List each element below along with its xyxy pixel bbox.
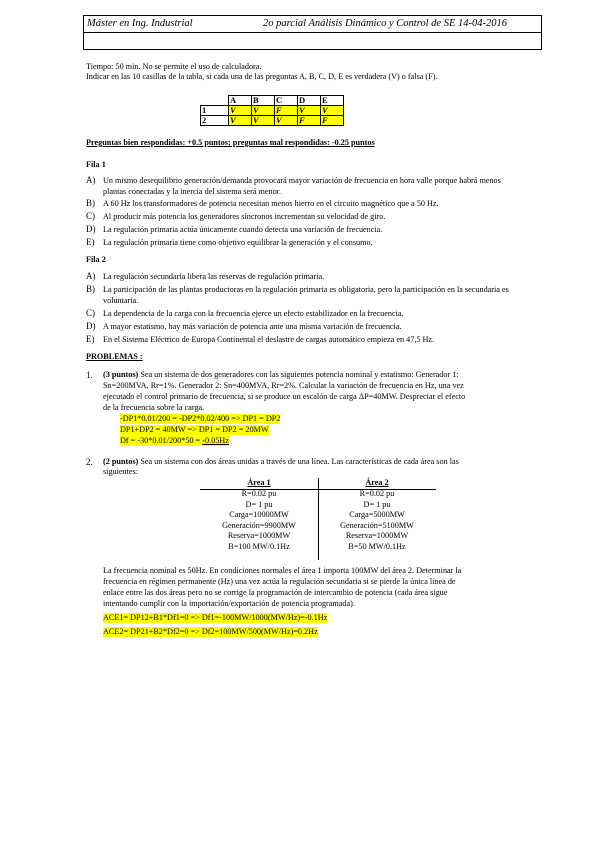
answer-cell: V: [298, 106, 321, 116]
answer-cell: V: [321, 106, 344, 116]
option-letter: A): [86, 175, 96, 185]
col-header: E: [321, 96, 344, 106]
answer-cell: V: [252, 116, 275, 126]
problem2-body-4: intentando cumplir con la importación/exportación de potencia programada).: [103, 599, 355, 608]
problem1-line3: ejecutado el control primario de frecuencia, si se produce un escalón de carga ΔP=40MW. Despreciar el efecto: [103, 392, 466, 401]
option-letter: C): [86, 211, 95, 221]
option-text: En el Sistema Eléctrico de Europa Continental el deslastre de cargas automático empieza en 47,5 Hz.: [103, 335, 435, 344]
answer-cell: F: [298, 116, 321, 126]
problem2-body-1: La frecuencia nominal es 50Hz. En condiciones normales el área 1 importa 100MW del área 2. Determinar la: [103, 566, 462, 575]
option-letter: A): [86, 271, 96, 281]
problem-number: 2.: [86, 457, 93, 467]
area2-item: Reserva=1000MW: [345, 531, 409, 540]
area1-item: Carga=10000MW: [229, 510, 289, 519]
problem1-solution-1: -DP1*0.01/200 = -DP2*0.02/400 => DP1 = DP2: [120, 414, 281, 423]
header-box: [83, 15, 542, 50]
problems-title: PROBLEMAS :: [86, 352, 143, 361]
option-letter: D): [86, 321, 96, 331]
problem1-line1: [103, 370, 459, 380]
option-letter: C): [86, 308, 95, 318]
answer-table: [200, 95, 344, 126]
problem1-solution-3-expr: Df = -30*0.01/200*50 =: [120, 436, 203, 445]
col-header: B: [252, 96, 275, 106]
area2-item: D= 1 pu: [363, 499, 391, 509]
answer-table-corner: [201, 96, 229, 106]
option-letter: B): [86, 198, 95, 208]
area1-item: D= 1 pu: [245, 499, 273, 509]
problem1-statement-1: Sea un sistema de dos generadores con las siguientes potencia nominal y estatismo: Generador 1:: [140, 370, 459, 379]
option-text: A mayor estatismo, hay más variación de potencia ante una misma variación de frecuencia.: [103, 322, 402, 331]
fila2-title: Fila 2: [86, 255, 106, 264]
problem1-solution-2: DP1+DP2 = 40MW => DP1 = DP2 = 20MW: [120, 425, 269, 434]
col-header: D: [298, 96, 321, 106]
areas-table: [200, 478, 436, 560]
option-letter: B): [86, 284, 95, 294]
row-label: 1: [201, 106, 229, 116]
answer-cell: V: [252, 106, 275, 116]
problem2-ace1: ACE1= DP12+B1*Df1=0 => Df1=-100MW/1000(MW/Hz)=-0.1Hz: [103, 613, 328, 622]
fila1-title: Fila 1: [86, 160, 106, 169]
area2-item: Generación=5100MW: [340, 520, 414, 530]
answer-cell: V: [229, 116, 252, 126]
area1-item: R=0.02 pu: [241, 489, 277, 498]
problem2-line1: [103, 457, 459, 467]
area2-column: [318, 478, 436, 552]
option-text: La regulación secundaria libera las reservas de regulación primaria.: [103, 272, 325, 281]
intro-time: Tiempo: 50 min. No se permite el uso de calculadora.: [86, 62, 262, 71]
area2-item: Carga=5000MW: [349, 510, 405, 519]
option-letter: E): [86, 237, 95, 247]
area2-item: R=0.02 pu: [359, 489, 395, 498]
header-row: [84, 16, 541, 33]
option-text: La dependencia de la carga con la frecuencia ejerce un efecto estabilizador en la frecuencia.: [103, 309, 404, 318]
problem2-body-3: enlace entre las dos áreas pero no se corrige la programación de intercambio de potencia (cada área sigue: [103, 588, 448, 597]
problem2-statement-1: Sea un sistema con dos áreas unidas a través de una línea. Las características de cada área son las: [140, 457, 459, 466]
exam-title: 2o parcial Análisis Dinámico y Control de SE 14-04-2016: [262, 18, 507, 29]
option-text: Un mismo desequilibrio generación/demanda provocará mayor variación de frecuencia en hora valle porque habrá menos plantas conectadas y la inercia del sistema será menor.: [103, 176, 501, 196]
row-label: 2: [201, 116, 229, 126]
problem1-solution-3: [120, 436, 229, 446]
course-title: Máster en Ing. Industrial: [87, 18, 193, 29]
intro-instructions: Indicar en las 10 casillas de la tabla, si cada una de las preguntas A, B, C, D, E es verdadera (V) o falsa (F).: [86, 72, 438, 81]
option-text: La participación de las plantas productoras en la regulación primaria es obligatoria, pero la participación en la secundaria es voluntaria.: [103, 285, 509, 305]
area1-title: Área 1: [247, 478, 271, 487]
problem-number: 1.: [86, 370, 93, 380]
scoring-rule: Preguntas bien respondidas: +0.5 puntos; preguntas mal respondidas: -0.25 puntos: [86, 138, 375, 147]
answer-row: [201, 106, 344, 116]
area1-column: [200, 478, 318, 552]
option-text: Al producir más potencia los generadores síncronos incrementan su velocidad de giro.: [103, 212, 386, 221]
option-text: A 60 Hz los transformadores de potencia necesitan menos hierro en el circuito magnético que a 50 Hz.: [103, 199, 439, 208]
area1-item: Generación=9900MW: [222, 520, 296, 530]
option-text: La regulación primaria actúa únicamente cuando detecta una variación de frecuencia.: [103, 225, 383, 234]
answer-cell: V: [229, 106, 252, 116]
answer-cell: F: [321, 116, 344, 126]
problem2-line2: siguientes:: [103, 467, 139, 476]
answer-cell: V: [275, 116, 298, 126]
problem1-line2: Sn=200MVA, Rr=1%. Generador 2: Sn=400MVA, Rr=2%. Calcular la variación de frecuencia en Hz, una vez: [103, 381, 464, 390]
problem1-points: (3 puntos): [103, 370, 139, 379]
problem2-body-2: frecuencia en régimen permanente (Hz) una vez actúa la regulación secundaria si se pierde la única línea de: [103, 577, 456, 586]
option-letter: E): [86, 334, 95, 344]
option-text: La regulación primaria tiene como objetivo equilibrar la generación y el consumo.: [103, 238, 373, 247]
col-header: C: [275, 96, 298, 106]
col-header: A: [229, 96, 252, 106]
area2-item: B=50 MW/0.1Hz: [348, 541, 406, 551]
area1-item: B=100 MW/0.1Hz: [228, 541, 290, 551]
answer-cell: F: [275, 106, 298, 116]
area1-item: Reserva=1000MW: [227, 531, 291, 540]
problem1-result: -0.05Hz: [202, 436, 229, 445]
problem2-points: (2 puntos): [103, 457, 139, 466]
answer-table-header: [201, 96, 344, 106]
answer-row: [201, 116, 344, 126]
problem1-line4: de la frecuencia sobre la carga.: [103, 403, 205, 412]
area2-title: Área 2: [365, 478, 389, 487]
problem2-ace2: ACE2= DP21+B2*Df2=0 => Df2=100MW/500(MW/Hz)=0.2Hz: [103, 627, 318, 636]
option-letter: D): [86, 224, 96, 234]
